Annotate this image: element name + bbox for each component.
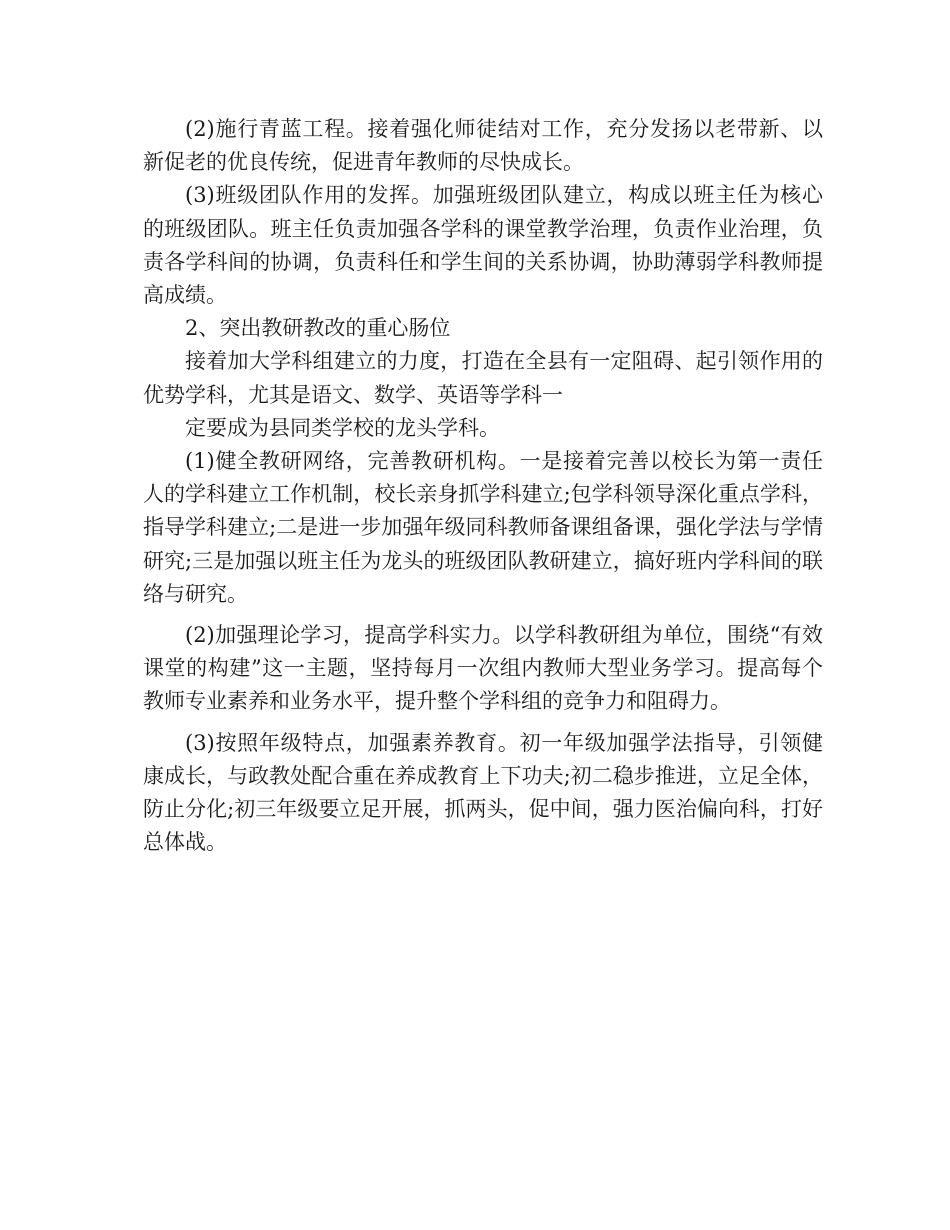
document-body <box>143 113 823 859</box>
paragraph-subject-groups: 接着加大学科组建立的力度，打造在全县有一定阻碍、起引领作用的优势学科，尤其是语文、数学、英语等学科一 <box>143 349 823 407</box>
section-heading-teaching-research: 2、突出教研教改的重心肠位 <box>185 316 451 341</box>
paragraph-qinglan-project: (2)施行青蓝工程。接着强化师徒结对工作，充分发扬以老带新、以新促老的优良传统，促进青年教师的尽快成长。 <box>143 117 823 175</box>
paragraph-theory-study: (2)加强理论学习，提高学科实力。以学科教研组为单位，围绕“有效课堂的构建”这一主题，坚持每月一次组内教师大型业务学习。提高每个教师专业素养和业务水平，提升整个学科组的竞争力和阻碍力。 <box>143 623 823 714</box>
paragraph-research-network: (1)健全教研网络，完善教研机构。一是接着完善以校长为第一责任人的学科建立工作机制，校长亲身抓学科建立;包学科领导深化重点学科，指导学科建立;二是进一步加强年级同科教师备课组备课，强化学法与学情研究;三是加强以班主任为龙头的班级团队教研建立，搞好班内学科间的联络与研究。 <box>143 449 823 606</box>
paragraph-class-team: (3)班级团队作用的发挥。加强班级团队建立，构成以班主任为核心的班级团队。班主任负责加强各学科的课堂教学治理，负责作业治理，负责各学科间的协调，负责科任和学生间的关系协调，协助薄弱学科教师提高成绩。 <box>143 183 823 308</box>
paragraph-grade-characteristics: (3)按照年级特点，加强素养教育。初一年级加强学法指导，引领健康成长，与政教处配合重在养成教育上下功夫;初二稳步推进，立足全体，防止分化;初三年级要立足开展，抓两头，促中间，强力医治偏向科，打好总体战。 <box>143 730 823 855</box>
paragraph-subject-groups-continued: 定要成为县同类学校的龙头学科。 <box>185 415 500 440</box>
